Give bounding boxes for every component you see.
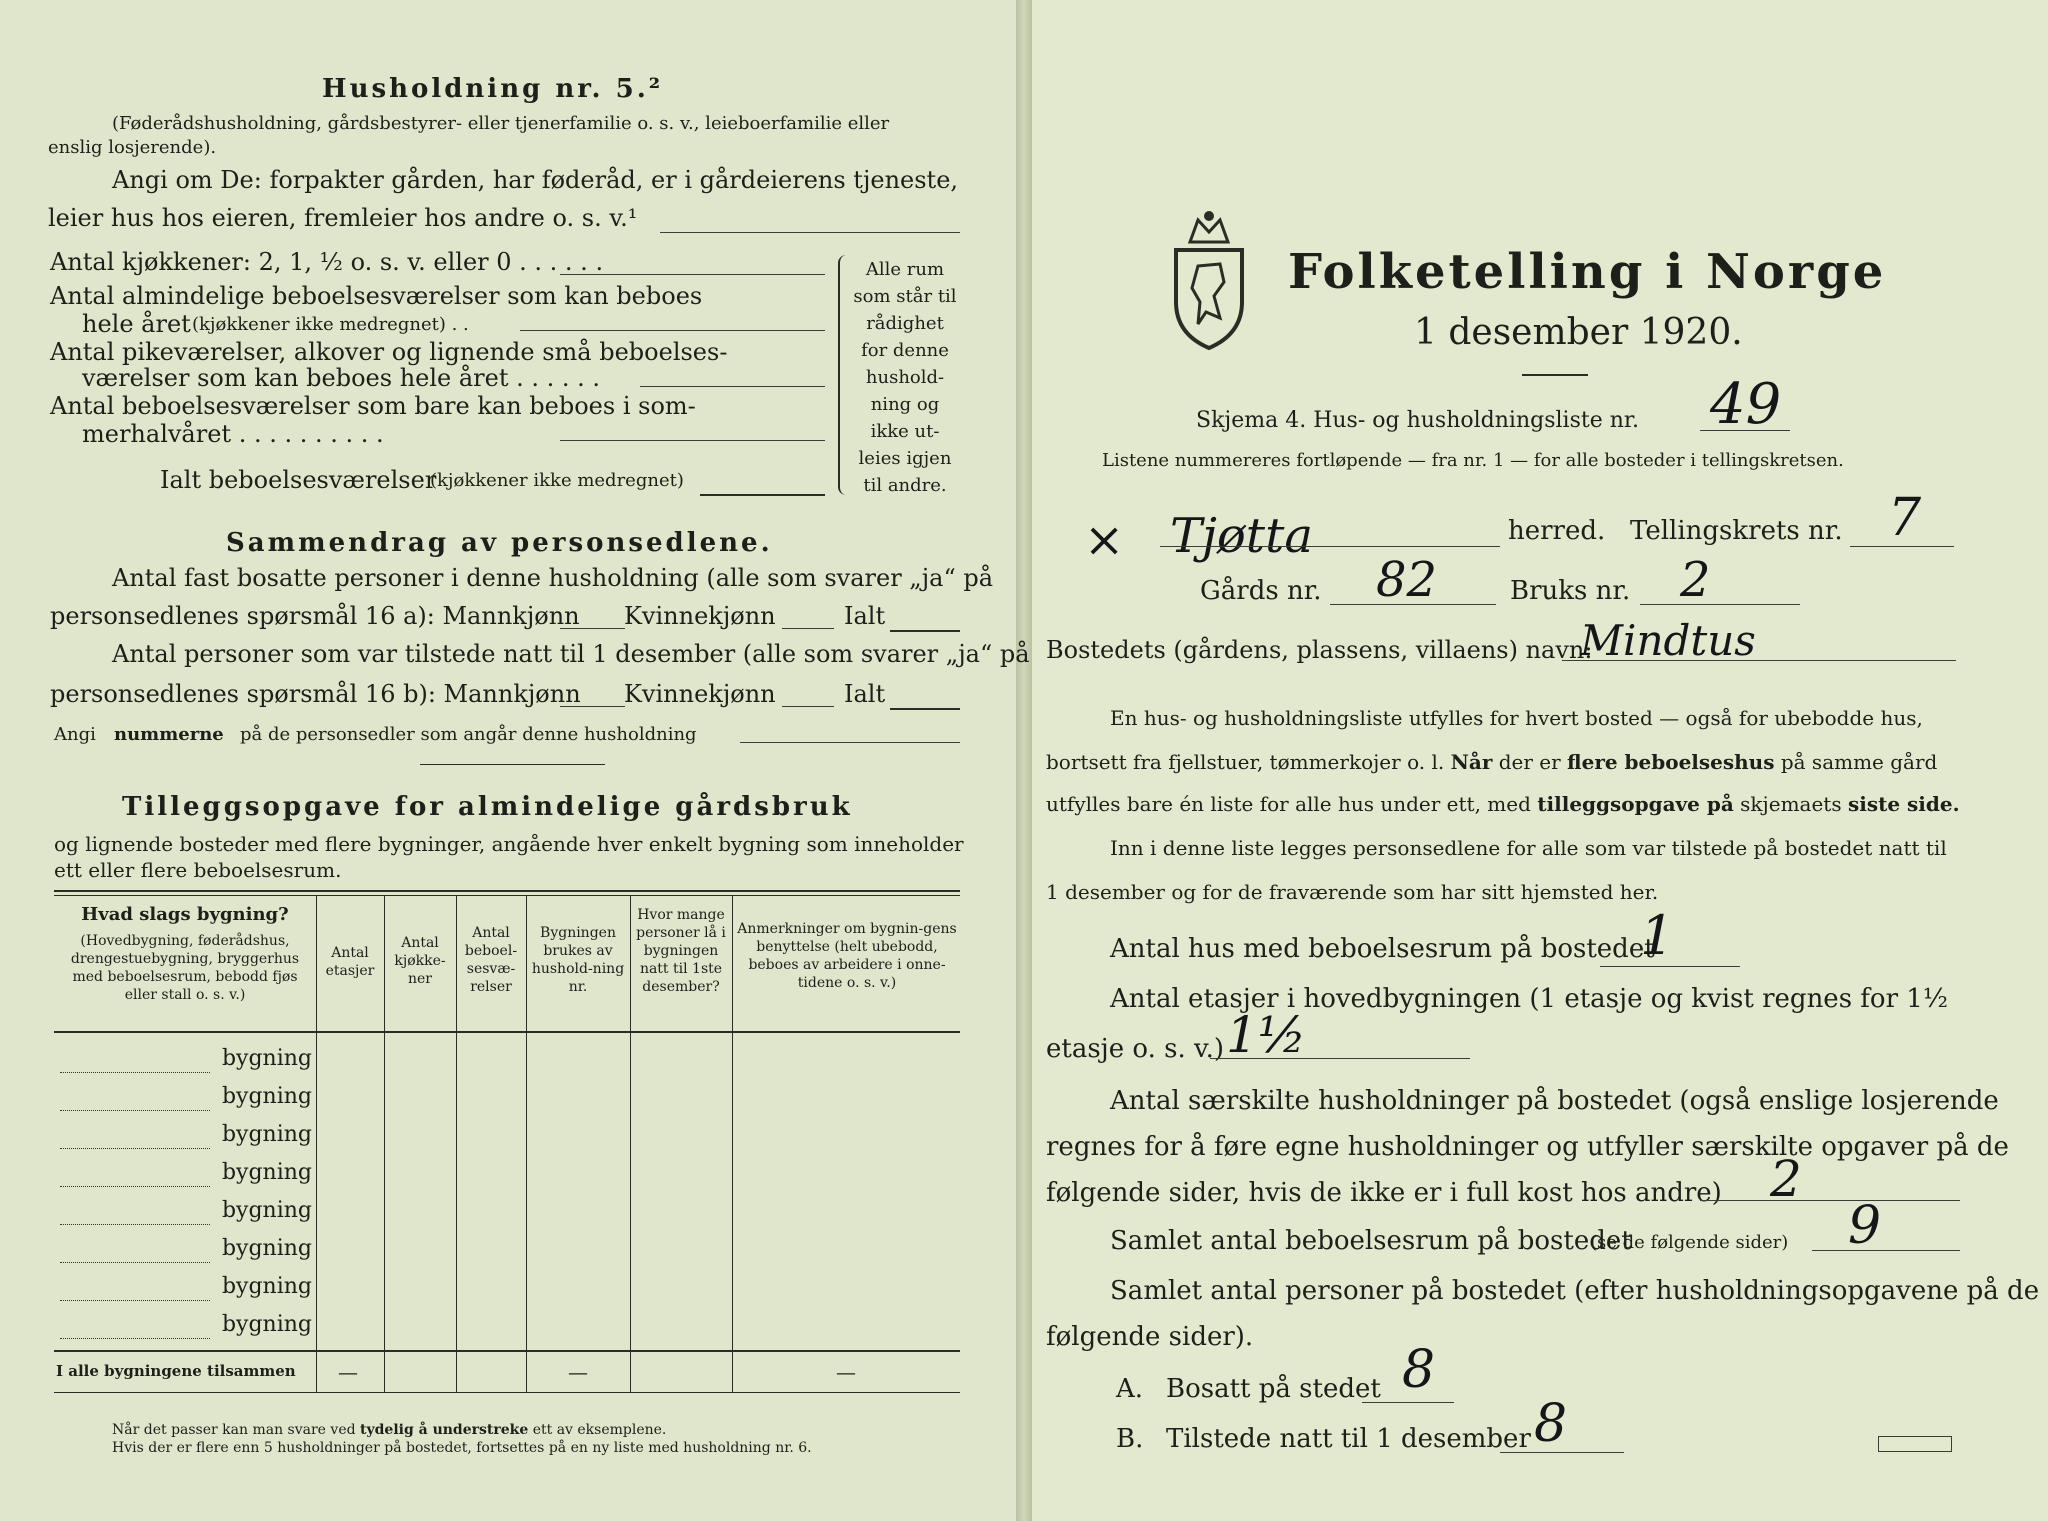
footnote-1-bold: tydelig å understreke	[360, 1422, 529, 1438]
table-total-floors: —	[338, 1360, 358, 1384]
residence-name-value: Mindtus	[1580, 616, 1756, 665]
question-ordinary-rooms-note: (kjøkkener ikke medregnet) . .	[192, 314, 469, 335]
summary-line-4b: Kvinnekjønn	[624, 680, 776, 708]
answer-line-households	[1700, 1200, 1960, 1201]
cross-mark: ×	[1084, 512, 1125, 568]
table-row-line	[60, 1338, 210, 1339]
instructions-text: skjemaets	[1740, 792, 1842, 816]
col-header-floors: Antal etasjer	[325, 945, 375, 979]
table-row-label: bygning	[221, 1236, 312, 1261]
present-label: B.	[1116, 1424, 1144, 1454]
schema-number-line	[1700, 430, 1790, 431]
question-total-persons-2: følgende sider).	[1046, 1322, 1254, 1352]
question-summer-rooms-2: merhalvåret . . . . . . . . . .	[82, 420, 384, 448]
farm-number-label: Gårds nr.	[1200, 576, 1322, 606]
table-row-label: bygning	[221, 1274, 312, 1299]
instructions-text: på samme gård	[1780, 750, 1938, 774]
page-fold	[1016, 0, 1032, 1521]
schema-label: Skjema 4. Hus- og husholdningsliste nr.	[1196, 408, 1639, 433]
table-total-household: —	[568, 1360, 588, 1384]
angi-answer-line	[660, 232, 960, 233]
municipality-label: herred.	[1508, 516, 1606, 546]
supplement-line-1: og lignende bosteder med flere bygninger, angående hver enkelt bygning som inneholder	[54, 832, 964, 856]
angi-line-2: leier hus hos eieren, fremleier hos andre o. s. v.¹	[48, 204, 638, 232]
angi-line-1: Angi om De: forpakter gården, har føderåd, er i gårdeierens tjeneste,	[112, 166, 959, 194]
instructions-text: der er	[1498, 750, 1561, 774]
municipality-line	[1160, 546, 1500, 547]
table-row-line	[60, 1148, 210, 1149]
footnote-1-text: Når det passer kan man svare ved	[112, 1422, 356, 1438]
summary-line-2c: Ialt	[844, 602, 886, 630]
question-ordinary-rooms: Antal almindelige beboelsesværelser som kan beboes	[50, 282, 703, 310]
summary-title: Sammendrag av personsedlene.	[226, 528, 773, 558]
district-value: 7	[1888, 488, 1922, 548]
printer-stamp	[1878, 1436, 1952, 1452]
unit-number-line	[1640, 604, 1800, 605]
residence-name-line	[1562, 660, 1956, 661]
table-row-label: bygning	[221, 1122, 312, 1147]
present-line	[1500, 1452, 1624, 1453]
answer-line-total	[700, 494, 825, 496]
question-households-2: regnes for å føre egne husholdninger og utfyller særskilte opgaver på de	[1046, 1132, 2009, 1162]
table-row-line	[60, 1224, 210, 1225]
schema-number: 49	[1710, 372, 1782, 437]
answer-households: 2	[1770, 1150, 1802, 1208]
side-note	[850, 256, 960, 499]
answer-line-total-b	[890, 708, 960, 710]
table-row-label: bygning	[221, 1046, 312, 1071]
side-note-line: leies igjen	[858, 448, 952, 469]
question-floors-2: etasje o. s. v.)	[1046, 1034, 1225, 1064]
footnote-1	[112, 1422, 666, 1438]
answer-line-maid	[640, 386, 825, 387]
answer-total-rooms: 9	[1848, 1196, 1882, 1256]
resident-label: A.	[1116, 1374, 1144, 1404]
question-total-rooms: Ialt beboelsesværelser	[160, 466, 437, 494]
resident-line	[1362, 1402, 1454, 1403]
table-row-line	[60, 1300, 210, 1301]
instructions-bold: tilleggsopgave på	[1537, 792, 1734, 816]
census-title: Folketelling i Norge	[1288, 244, 1887, 300]
question-total-rooms-right-note: (se de følgende sider)	[1590, 1232, 1789, 1253]
household-intro: (Føderådshusholdning, gårdsbestyrer- eller tjenerfamilie o. s. v., leieboerfamilie eller	[112, 113, 890, 134]
side-note-line: ikke ut-	[870, 421, 940, 442]
answer-line-women-b	[782, 706, 834, 707]
summary-line-2a: personsedlenes spørsmål 16 a): Mannkjønn	[50, 602, 580, 630]
present-text: Tilstede natt til 1 desember	[1166, 1424, 1531, 1454]
question-total-rooms-right: Samlet antal beboelsesrum på bostedet	[1110, 1226, 1632, 1256]
side-note-line: ning og	[870, 394, 940, 415]
instructions-bold: flere beboelseshus	[1567, 750, 1775, 774]
summary-line-5a: Angi	[54, 724, 96, 745]
question-maid-rooms-2: værelser som kan beboes hele året . . . . . .	[82, 364, 601, 392]
question-floors: Antal etasjer i hovedbygningen (1 etasje og kvist regnes for 1½	[1110, 984, 1949, 1014]
side-note-line: hushold-	[865, 367, 945, 388]
question-total-rooms-note: (kjøkkener ikke medregnet)	[430, 470, 684, 491]
side-note-line: til andre.	[863, 475, 947, 496]
answer-line-numbers	[740, 742, 960, 743]
table-total-remarks: —	[836, 1360, 856, 1384]
instructions-bold: siste side.	[1847, 792, 1960, 816]
residence-name-label: Bostedets (gårdens, plassens, villaens) navn:	[1046, 636, 1593, 664]
col-header-remarks: Anmerkninger om bygnin-gens benyttelse (helt ubebodd, beboes av arbeidere i onne-tidene o. s. v.)	[737, 921, 957, 991]
table-top-rule-2	[54, 895, 960, 896]
question-maid-rooms: Antal pikeværelser, alkover og lignende små beboelses-	[50, 338, 728, 366]
table-col-divider	[456, 895, 457, 1392]
municipality-value: Tjøtta	[1170, 508, 1313, 564]
instructions-line-2	[1046, 750, 1937, 774]
instructions-line-3	[1046, 792, 1960, 816]
table-row-line	[60, 1262, 210, 1263]
farm-number-value: 82	[1376, 552, 1438, 608]
table-row-label: bygning	[221, 1084, 312, 1109]
table-col-divider	[732, 895, 733, 1392]
norway-coat-of-arms	[1168, 206, 1250, 352]
table-total-rule	[54, 1350, 960, 1352]
answer-line-kitchens	[560, 274, 825, 275]
coat-of-arms-icon	[1168, 206, 1250, 352]
table-col-divider	[316, 895, 317, 1392]
answer-line-men-b	[560, 706, 625, 707]
table-row-label: bygning	[221, 1160, 312, 1185]
instructions-line-4: Inn i denne liste legges personsedlene for alle som var tilstede på bostedet natt til	[1110, 836, 1947, 860]
district-line	[1850, 546, 1954, 547]
resident-value: 8	[1402, 1340, 1436, 1400]
col-header-building-sub: (Hovedbygning, føderådshus, drengestuebygning, bryggerhus med beboelsesrum, bebodd fjøs eller stall o. s. v.)	[70, 933, 300, 1003]
answer-floors: 1½	[1226, 1006, 1307, 1064]
summary-line-4c: Ialt	[844, 680, 886, 708]
col-header-household: Bygningen brukes av hushold-ning nr.	[531, 925, 625, 995]
answer-line-total-a	[890, 630, 960, 632]
footnote-2: Hvis der er flere enn 5 husholdninger på bostedet, fortsettes på en ny liste med husholdning nr. 6.	[112, 1440, 812, 1456]
answer-line-women-a	[782, 628, 834, 629]
supplement-line-2: ett eller flere beboelsesrum.	[54, 858, 342, 882]
unit-number-value: 2	[1680, 552, 1711, 608]
household-title: Husholdning nr. 5.²	[322, 74, 664, 104]
answer-line-houses	[1600, 966, 1740, 967]
question-households-3: følgende sider, hvis de ikke er i full kost hos andre)	[1046, 1178, 1722, 1208]
table-col-divider	[526, 895, 527, 1392]
section-divider	[420, 764, 605, 765]
instructions-text: utfylles bare én liste for alle hus under ett, med	[1046, 792, 1531, 816]
col-header-rooms: Antal beboel-sesvæ-relser	[464, 925, 518, 995]
side-note-line: for denne	[861, 340, 949, 361]
table-col-divider	[384, 895, 385, 1392]
resident-text: Bosatt på stedet	[1166, 1374, 1381, 1404]
footnote-1-end: ett av eksemplene.	[532, 1422, 667, 1438]
census-date: 1 desember 1920.	[1414, 312, 1743, 353]
question-kitchens: Antal kjøkkener: 2, 1, ½ o. s. v. eller 0 . . . . . .	[50, 248, 604, 276]
answer-line-men-a	[560, 628, 625, 629]
table-row-label: bygning	[221, 1312, 312, 1337]
answer-line-total-rooms	[1812, 1250, 1960, 1251]
instructions-text: bortsett fra fjellstuer, tømmerkojer o. l.	[1046, 750, 1445, 774]
answer-houses: 1	[1640, 904, 1675, 967]
side-note-line: rådighet	[866, 313, 944, 334]
table-row-label: bygning	[221, 1198, 312, 1223]
title-rule	[1522, 374, 1588, 376]
summary-line-4a: personsedlenes spørsmål 16 b): Mannkjønn	[50, 680, 581, 708]
instructions-bold: Når	[1450, 750, 1493, 774]
summary-line-5c: på de personsedler som angår denne husholdning	[240, 724, 697, 745]
summary-line-1: Antal fast bosatte personer i denne husholdning (alle som svarer „ja“ på	[112, 564, 994, 592]
question-summer-rooms: Antal beboelsesværelser som bare kan beboes i som-	[50, 392, 696, 420]
household-intro-2: enslig losjerende).	[48, 137, 217, 158]
summary-line-5b: nummerne	[114, 724, 224, 745]
question-ordinary-rooms-2: hele året	[82, 310, 191, 338]
unit-number-label: Bruks nr.	[1510, 576, 1631, 606]
question-houses: Antal hus med beboelsesrum på bostedet	[1110, 934, 1655, 964]
summary-line-2b: Kvinnekjønn	[624, 602, 776, 630]
side-note-brace	[838, 255, 846, 495]
supplement-title: Tilleggsopgave for almindelige gårdsbruk	[122, 792, 853, 822]
instructions-line-1: En hus- og husholdningsliste utfylles for hvert bosted — også for ubebodde hus,	[1110, 706, 1923, 730]
answer-line-ordinary	[520, 330, 825, 331]
col-header-building-title: Hvad slags bygning?	[81, 904, 289, 925]
numbering-note: Listene nummereres fortløpende — fra nr. 1 — for alle bosteder i tellingskretsen.	[1102, 450, 1844, 471]
answer-line-summer	[560, 440, 825, 441]
table-row-line	[60, 1072, 210, 1073]
side-note-line: som står til	[853, 286, 957, 307]
side-note-line: Alle rum	[865, 259, 945, 280]
question-total-persons-1: Samlet antal personer på bostedet (efter husholdningsopgavene på de	[1110, 1276, 2040, 1306]
table-bottom-rule	[54, 1392, 960, 1393]
table-row-line	[60, 1186, 210, 1187]
table-total-label: I alle bygningene tilsammen	[56, 1362, 296, 1380]
table-header-rule	[54, 1031, 960, 1033]
farm-number-line	[1330, 604, 1496, 605]
summary-line-3: Antal personer som var tilstede natt til 1 desember (alle som svarer „ja“ på	[112, 640, 1030, 668]
district-label: Tellingskrets nr.	[1630, 516, 1843, 546]
col-header-persons: Hvor mange personer lå i bygningen natt til 1ste desember?	[636, 907, 726, 995]
instructions-line-5: 1 desember og for de fraværende som har sitt hjemsted her.	[1046, 880, 1659, 904]
present-value: 8	[1534, 1394, 1568, 1454]
answer-line-floors	[1210, 1058, 1470, 1059]
table-row-line	[60, 1110, 210, 1111]
question-households-1: Antal særskilte husholdninger på bostedet (også enslige losjerende	[1110, 1086, 1999, 1116]
col-header-kitchens: Antal kjøkke-ner	[394, 935, 446, 987]
table-top-rule	[54, 890, 960, 892]
table-col-divider	[630, 895, 631, 1392]
